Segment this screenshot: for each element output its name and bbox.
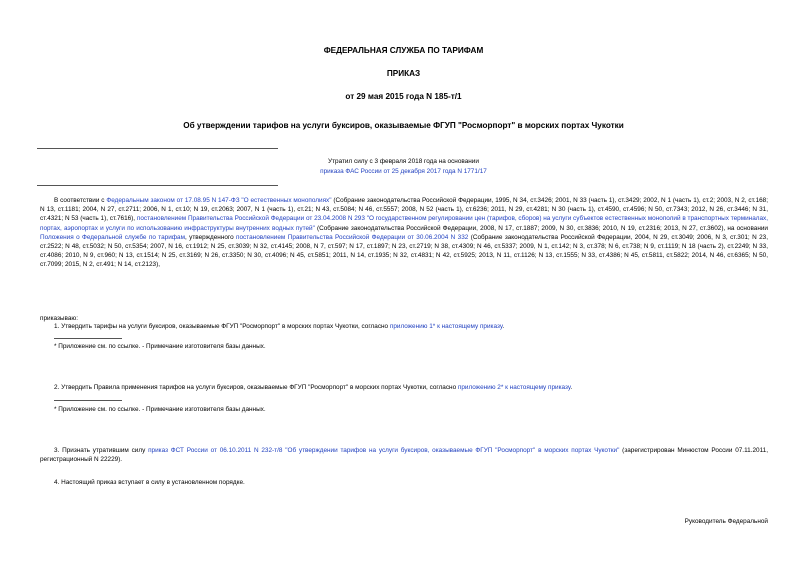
decree-293-link[interactable]: постановлением Правительства Российской Федерации от 23.04.2008 N 293 "О государственном регулировании цен (тарифов, сборов) на услуги субъектов естественных монополий в транспортных терминалах, портах, аэропортах и услуги по использованию инфраструктуры внутренних водных путей" [40, 215, 768, 232]
decree-332-link[interactable]: постановлением Правительства Российской Федерации от 30.06.2004 N 332 [236, 233, 469, 241]
document-title: Об утверждении тарифов на услуги буксиров, оказываемые ФГУП "Росморпорт" в морских портах Чукотки [183, 121, 624, 130]
item-1: 1. Утвердить тарифы на услуги буксиров, оказываемые ФГУП "Росморпорт" в морских портах Чукотки, согласно приложению 1* к настоящему приказу. [54, 323, 505, 330]
appendix-1-link[interactable]: приложению 1* к настоящему приказу [389, 323, 503, 330]
status-note-line1: Утратил силу с 3 февраля 2018 года на основании [328, 158, 479, 165]
footnote-rule [54, 338, 122, 339]
footnote-2: * Приложение см. по ссылке. - Примечание изготовителя базы данных. [54, 406, 266, 413]
separator-rule [37, 185, 278, 186]
footnote-rule [54, 400, 122, 401]
document-date-number: от 29 мая 2015 года N 185-т/1 [345, 92, 462, 101]
item-2: 2. Утвердить Правила применения тарифов на услуги буксиров, оказываемые ФГУП "Росморпорт" в морских портах Чукотки, согласно приложению 2* к настоящему приказу. [54, 384, 573, 391]
order-word: приказываю: [40, 315, 78, 322]
footnote-1: * Приложение см. по ссылке. - Примечание изготовителя базы данных. [54, 343, 266, 350]
status-note-line2[interactable] [0, 167, 807, 176]
document-type: ПРИКАЗ [386, 69, 421, 78]
fst-regulation-link[interactable]: Положения о Федеральной службе по тарифам [40, 233, 186, 241]
signature-line: Руководитель Федеральной [684, 518, 768, 525]
repealed-order-232-link[interactable]: приказ ФСТ России от 06.10.2011 N 232-т/8 "Об утверждении тарифов на услуги буксиров, оказываемые ФГУП "Росморпорт" в морских портах Чукотки" [148, 447, 620, 454]
item-4: 4. Настоящий приказ вступает в силу в установленном порядке. [54, 479, 245, 486]
appendix-2-link[interactable]: приложению 2* к настоящему приказу [457, 384, 571, 391]
law-147-link[interactable]: Федеральным законом от 17.08.95 N 147-ФЗ "О естественных монополиях" [106, 197, 332, 204]
preamble-paragraph: В соответствии с Федеральным законом от 17.08.95 N 147-ФЗ "О естественных монополиях" (Собрание законодательства Российской Федерации, 1995, N 34, ст.3426; 2001, N 33 (часть 1), ст.3429; 2002, N 1 (часть 1), ст.2; 2003, N 2, ст.168; N 13, ст.1181; 2004, N 27, ст.2711; 2006, N 1, ст.10; N 19, ст.2063; 2007, N 1 (часть 1), ст.21; N 43, ст.5084; N 46, ст.5557; 2008, N 52 (часть 1), ст.6236; 2011, N 29, ст.4281; N 30 (часть 1), ст.4590, ст.4596; N 50, ст.7343; 2012, N 26, ст.3446; N 31, ст.4321; N 53 (часть 1), ст.7616), постановлением Правительства Российской Федерации от 23.04.2008 N 293 "О государственном регулировании цен (тарифов, сборов) на услуги субъектов естественных монополий в транспортных терминалах, портах, аэропортах и услуги по использованию инфраструктуры внутренних водных путей" (Собрание законодательства Российской Федерации, 2008, N 17, ст.1887; 2009, N 30, ст.3836; 2010, N 19, ст.2316; 2013, N 27, ст.3602), на основании Положения о Федеральной службе по тарифам, утвержденного постановлением Правительства Российской Федерации от 30.06.2004 N 332 (Собрание законодательства Российской Федерации, 2004, N 29, ст.3049; 2006, N 3, ст.301; N 23, ст.2522; N 48, ст.5032; N 50, ст.5354; 2007, N 16, ст.1912; N 25, ст.3039; N 32, ст.4145; 2008, N 7, ст.597; N 17, ст.1897; N 23, ст.2719; N 38, ст.4309; N 46, ст.5337; 2009, N 1, ст.142; N 3, ст.378; N 6, ст.738; N 9, ст.1119; N 18 (часть 2), ст.2249; N 33, ст.4086; 2010, N 9, ст.960; N 13, ст.1514; N 25, ст.3169; N 26, ст.3350; N 30, ст.4096; N 45, ст.5851; 2011, N 14, ст.1935; N 32, ст.4831; N 42, ст.5925; 2013, N 11, ст.1126; N 13, ст.1555; N 33, ст.4386; N 45, ст.5811, ст.5822; 2014, N 46, ст.6365; N 50, ст.7099; 2015, N 2, ст.491; N 14, ст.2123), [40, 197, 769, 269]
repeal-order-link[interactable]: приказа ФАС России от 25 декабря 2017 года N 1771/17 [320, 168, 487, 175]
agency-name: ФЕДЕРАЛЬНАЯ СЛУЖБА ПО ТАРИФАМ [323, 46, 484, 55]
item-3: 3. Признать утратившим силу приказ ФСТ России от 06.10.2011 N 232-т/8 "Об утверждении тарифов на услуги буксиров, оказываемые ФГУП "Росморпорт" в морских портах Чукотки" (зарегистрирован Минюстом России 07.11.2011, регистрационный N 22229). [40, 447, 769, 464]
separator-rule [37, 148, 278, 149]
